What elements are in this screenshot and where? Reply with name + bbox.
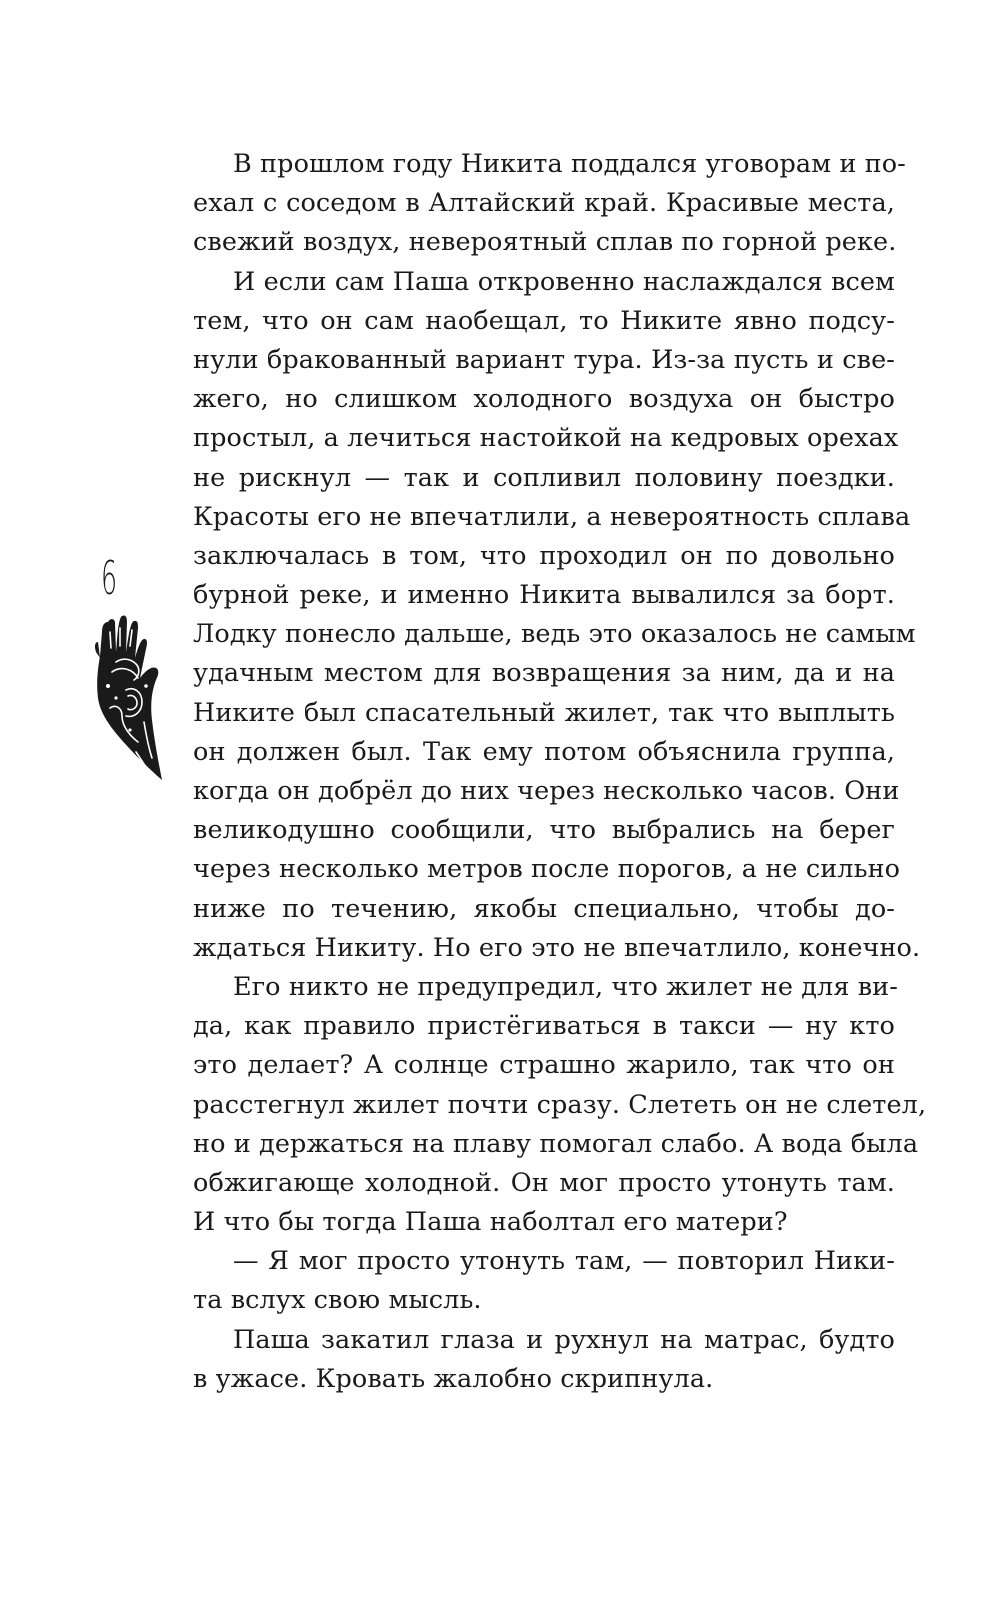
text-line: Паша закатил глаза и рухнул на матрас, будто [233, 1324, 895, 1355]
text-line: жего, но слишком холодного воздуха он быстро [193, 384, 895, 415]
text-line: И что бы тогда Паша наболтал его матери? [193, 1207, 788, 1238]
text-line: тем, что он сам наобещал, то Никите явно подсу- [193, 305, 895, 336]
text-line: В прошлом году Никита поддался уговорам и по- [233, 149, 906, 179]
text-line: да, как правило пристёгиваться в такси — ну кто [193, 1011, 895, 1042]
page-number: 6 [101, 551, 118, 605]
text-line: — Я мог просто утонуть там, — повторил Ники- [233, 1246, 895, 1277]
text-line: но и держаться на плаву помогал слабо. А вода была [193, 1128, 919, 1159]
text-line: расстегнул жилет почти сразу. Слететь он не слетел, [193, 1089, 927, 1120]
text-line: заключалась в том, что проходил он по довольно [193, 540, 895, 571]
text-line: И если сам Паша откровенно наслаждался всем [233, 266, 895, 297]
hand-ornament-icon [86, 612, 170, 784]
text-line: Его никто не предупредил, что жилет не для ви- [233, 971, 898, 1002]
text-line: через несколько метров после порогов, а не сильно [193, 854, 901, 885]
text-line: великодушно сообщили, что выбрались на берег [193, 815, 895, 846]
text-line: простыл, а лечиться настойкой на кедровых орехах [193, 423, 899, 454]
text-line: это делает? А солнце страшно жарило, так что он [193, 1050, 895, 1081]
text-line: ехал с соседом в Алтайский край. Красивые места, [193, 188, 895, 219]
text-line: не рискнул — так и сопливил половину поездки. [193, 462, 895, 493]
text-line: бурной реке, и именно Никита вывалился за борт. [193, 580, 895, 611]
text-line: свежий воздух, невероятный сплав по горной реке. [193, 227, 897, 258]
text-line: когда он добрёл до них через несколько часов. Они [193, 776, 900, 806]
text-line: Лодку понесло дальше, ведь это оказалось не самым [193, 619, 916, 650]
text-line: та вслух свою мысль. [193, 1285, 482, 1316]
text-line: в ужасе. Кровать жалобно скрипнула. [193, 1363, 714, 1394]
text-line: ждаться Никиту. Но его это не впечатлило, конечно. [193, 932, 921, 963]
text-line: Красоты его не впечатлили, а невероятность сплава [193, 501, 911, 532]
body-text [193, 145, 927, 1399]
text-line: ниже по течению, якобы специально, чтобы до- [193, 893, 895, 924]
text-line: обжигающе холодной. Он мог просто утонуть там. [193, 1167, 895, 1198]
text-line: Никите был спасательный жилет, так что выплыть [193, 697, 895, 728]
text-line: удачным местом для возвращения за ним, да и на [193, 658, 895, 689]
text-line: нули бракованный вариант тура. Из-за пусть и све- [193, 344, 895, 375]
text-line: он должен был. Так ему потом объяснила группа, [193, 736, 895, 767]
